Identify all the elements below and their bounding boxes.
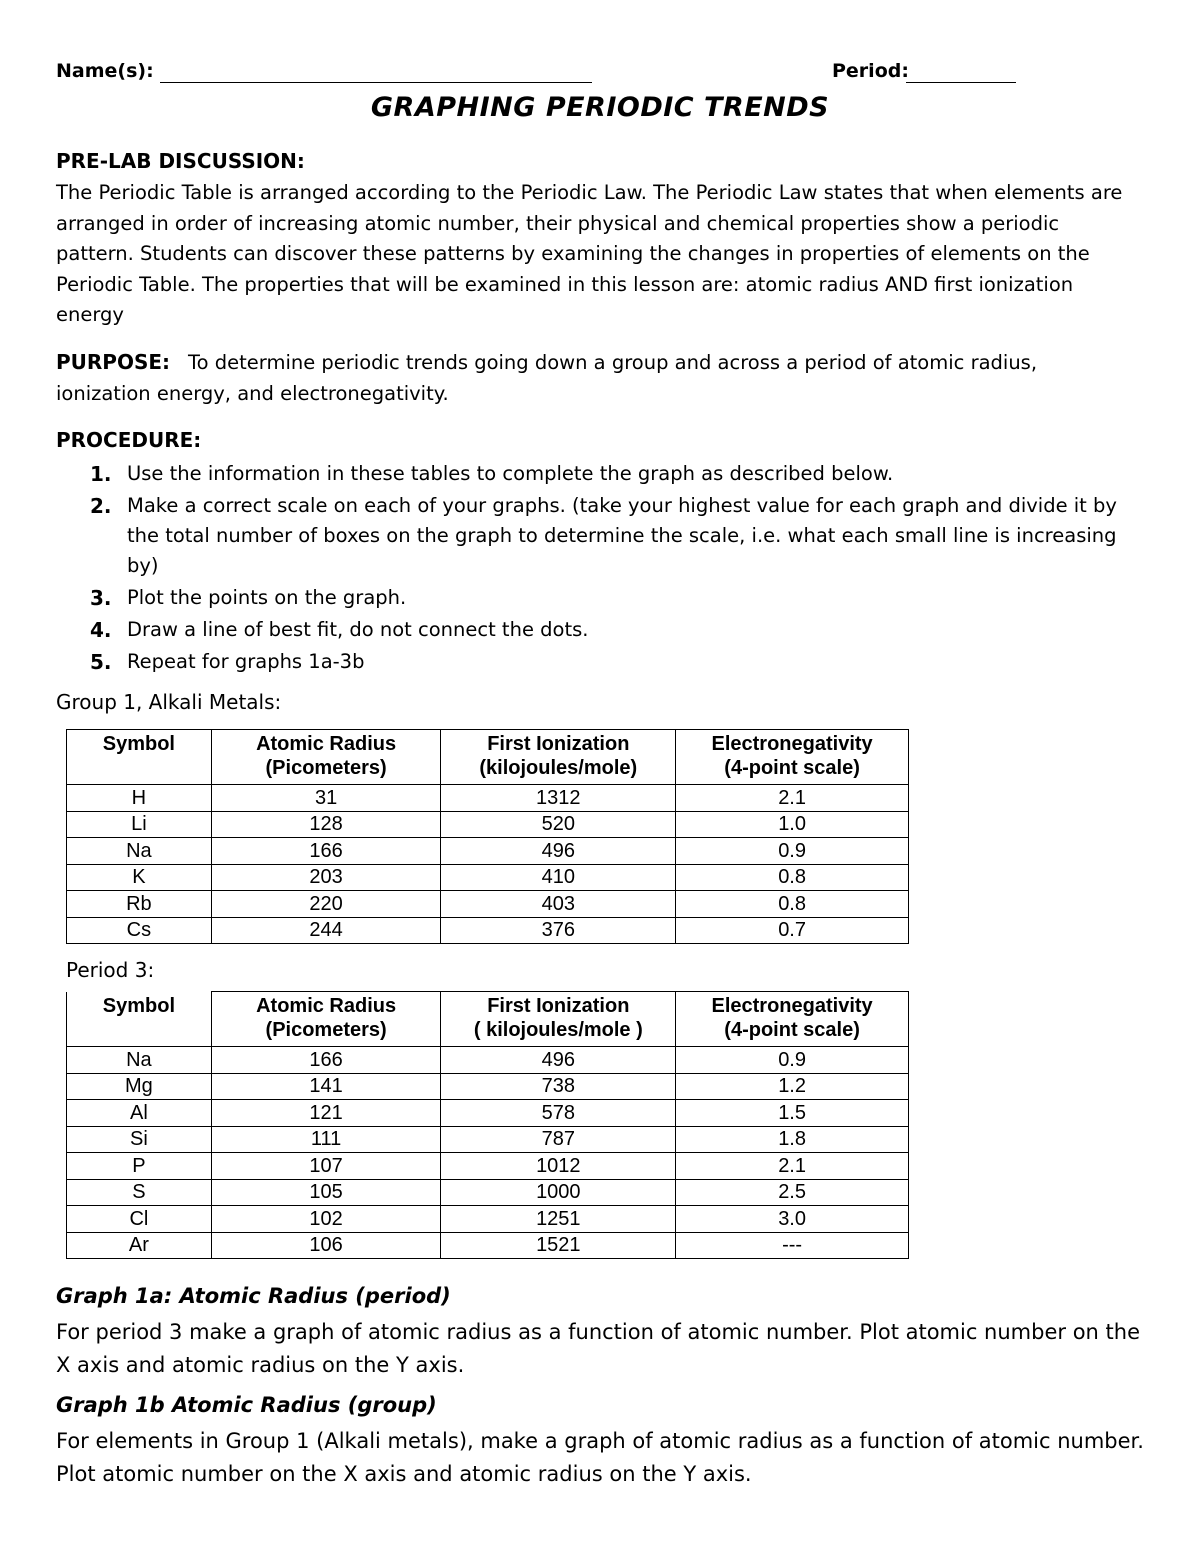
table-cell: 102 (211, 1206, 441, 1233)
purpose-section (56, 347, 1136, 409)
period-blank-line (906, 82, 1016, 83)
table-cell: 0.8 (676, 891, 909, 918)
table-cell: 244 (211, 917, 441, 944)
header-electronegativity: Electronegativity (4-point scale) (676, 992, 909, 1047)
table-cell: 2.1 (676, 1153, 909, 1180)
table-row (67, 1179, 909, 1206)
table-header-row (67, 992, 909, 1047)
table-cell: 1.8 (676, 1126, 909, 1153)
page-title: GRAPHING PERIODIC TRENDS (370, 92, 830, 123)
table-cell: --- (676, 1232, 909, 1259)
procedure-step (90, 615, 1130, 645)
procedure-heading: PROCEDURE: (56, 428, 202, 452)
table-cell: Mg (67, 1073, 212, 1100)
table-cell: 111 (211, 1126, 441, 1153)
graph-1b-heading: Graph 1b Atomic Radius (group) (56, 1393, 437, 1417)
table-cell: 403 (441, 891, 676, 918)
table-row (67, 1126, 909, 1153)
table-cell: 1.5 (676, 1100, 909, 1127)
group1-table-label: Group 1, Alkali Metals: (56, 690, 282, 714)
table-row (67, 1100, 909, 1127)
header-row (56, 60, 1136, 90)
prelab-body: The Periodic Table is arranged according to the Periodic Law. The Periodic Law states that when elements are arranged in order of increasing atomic number, their physical and chemical properties show a periodic pattern. Students can discover these patterns by examining the changes in properties of elements on the Periodic Table. The properties that will be examined in this lesson are: atomic radius AND first ionization energy (56, 181, 1123, 326)
table-cell: 203 (211, 864, 441, 891)
table-cell: 1.0 (676, 811, 909, 838)
step-text: Make a correct scale on each of your graphs. (take your highest value for each graph and divide it by the total number of boxes on the graph to determine the scale, i.e. what each small line is increasing by) (127, 494, 1117, 577)
graph-1a-heading: Graph 1a: Atomic Radius (period) (56, 1284, 451, 1308)
procedure-step (90, 459, 1130, 489)
table-cell: 166 (211, 1047, 441, 1074)
header-first-ionization: First Ionization ( kilojoules/mole ) (441, 992, 676, 1047)
step-number: 3. (90, 586, 112, 610)
table-cell: Al (67, 1100, 212, 1127)
table-cell: 496 (441, 838, 676, 865)
table-cell: Rb (67, 891, 212, 918)
table-cell: 578 (441, 1100, 676, 1127)
table-row (67, 864, 909, 891)
table-cell: 496 (441, 1047, 676, 1074)
header-atomic-radius: Atomic Radius (Picometers) (211, 730, 441, 785)
table-cell: 2.5 (676, 1179, 909, 1206)
period-label: Period: (832, 60, 909, 82)
table-row (67, 838, 909, 865)
table-cell: 0.9 (676, 838, 909, 865)
table-row (67, 1206, 909, 1233)
table-cell: Ar (67, 1232, 212, 1259)
table-cell: 520 (441, 811, 676, 838)
step-text: Use the information in these tables to complete the graph as described below. (127, 462, 894, 485)
procedure-step (90, 647, 1130, 677)
procedure-steps (90, 459, 1130, 679)
table-cell: 106 (211, 1232, 441, 1259)
step-text: Repeat for graphs 1a-3b (127, 650, 365, 673)
table-row (67, 811, 909, 838)
step-number: 2. (90, 494, 112, 518)
table-row (67, 785, 909, 812)
graph-1b-instructions: For elements in Group 1 (Alkali metals), make a graph of atomic radius as a function of atomic number. Plot atomic number on the X axis and atomic radius on the Y axis. (56, 1429, 1144, 1486)
table-cell: 376 (441, 917, 676, 944)
table-row (67, 1047, 909, 1074)
table-cell: 1012 (441, 1153, 676, 1180)
table-cell: 2.1 (676, 785, 909, 812)
name-label: Name(s): (56, 60, 154, 82)
table-cell: 0.9 (676, 1047, 909, 1074)
table-row (67, 1153, 909, 1180)
table-cell: Na (67, 838, 212, 865)
header-symbol: Symbol (67, 730, 212, 785)
table-cell: 0.7 (676, 917, 909, 944)
header-electronegativity: Electronegativity (4-point scale) (676, 730, 909, 785)
table-cell: 738 (441, 1073, 676, 1100)
table-cell: 1.2 (676, 1073, 909, 1100)
table-cell: 31 (211, 785, 441, 812)
table-row (67, 1073, 909, 1100)
table-cell: 3.0 (676, 1206, 909, 1233)
table-cell: Cl (67, 1206, 212, 1233)
procedure-step (90, 583, 1130, 613)
table-cell: 121 (211, 1100, 441, 1127)
period3-data-table (66, 991, 909, 1259)
group1-data-table (66, 729, 909, 944)
table-cell: 1000 (441, 1179, 676, 1206)
table-row (67, 917, 909, 944)
header-symbol: Symbol (67, 992, 212, 1047)
table-cell: H (67, 785, 212, 812)
table-cell: 1251 (441, 1206, 676, 1233)
table-row (67, 891, 909, 918)
prelab-heading: PRE-LAB DISCUSSION: (56, 149, 305, 173)
table-cell: P (67, 1153, 212, 1180)
table-cell: 0.8 (676, 864, 909, 891)
table-cell: 107 (211, 1153, 441, 1180)
table-cell: 166 (211, 838, 441, 865)
table-cell: 220 (211, 891, 441, 918)
period3-table-label: Period 3: (66, 958, 155, 982)
table-cell: K (67, 864, 212, 891)
table-cell: Si (67, 1126, 212, 1153)
step-number: 1. (90, 462, 112, 486)
procedure-step (90, 491, 1130, 581)
step-text: Plot the points on the graph. (127, 586, 407, 609)
table-cell: S (67, 1179, 212, 1206)
graph-1a-instructions: For period 3 make a graph of atomic radius as a function of atomic number. Plot atomic number on the X axis and atomic radius on the Y axis. (56, 1320, 1140, 1377)
table-cell: 787 (441, 1126, 676, 1153)
step-number: 5. (90, 650, 112, 674)
table-cell: Na (67, 1047, 212, 1074)
table-row (67, 1232, 909, 1259)
table-cell: 141 (211, 1073, 441, 1100)
header-atomic-radius: Atomic Radius (Picometers) (211, 992, 441, 1047)
table-cell: 1521 (441, 1232, 676, 1259)
table-cell: Cs (67, 917, 212, 944)
purpose-heading: PURPOSE: (56, 350, 171, 374)
table-cell: 1312 (441, 785, 676, 812)
table-header-row (67, 730, 909, 785)
step-text: Draw a line of best fit, do not connect the dots. (127, 618, 589, 641)
table-cell: 410 (441, 864, 676, 891)
table-cell: 128 (211, 811, 441, 838)
step-number: 4. (90, 618, 112, 642)
name-blank-line (160, 82, 592, 83)
purpose-body: To determine periodic trends going down a group and across a period of atomic radius, ionization energy, and electronegativity. (56, 351, 1038, 405)
header-first-ionization: First Ionization (kilojoules/mole) (441, 730, 676, 785)
table-cell: Li (67, 811, 212, 838)
table-cell: 105 (211, 1179, 441, 1206)
